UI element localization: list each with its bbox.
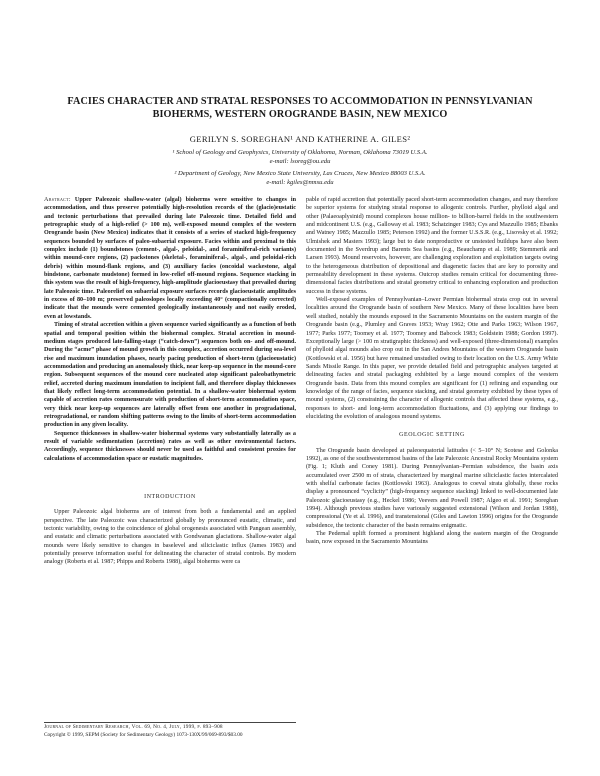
copyright-line: Copyright © 1999, SEPM (Society for Sedimentary Geology) 1073-130X/99/069-893/$03.00	[44, 732, 243, 738]
abstract-label: Abstract:	[44, 197, 71, 203]
geologic-setting-paragraph-2: The Pedernal uplift formed a prominent highland along the eastern margin of the Orogrande basin, now exposed in the Sacramento Mountains	[306, 531, 558, 546]
introduction-continued-text: pable of rapid accretion that potentially paced short-term accommodation changes, and may therefore be superior systems for studying stratal response to allogenic controls. Further, phylloid algal and other (Palaeoaplysinid) mound complexes house million- to billion-barrel fields in the southwestern and midcontinent U.S. (e.g., Galloway et al. 1983; Schatzinger 1983; Cys and Mazzullo 1985; Ebanks and Watney 1985; Mazzullo 1985; Peterson 1992) and the former U.S.S.R. (e.g., Lisovsky et al. 1992; Ulmishek and Masters 1993); large but to date nonproductive or unstested buildups have also been documented in the Sverdrup and Barents Sea basins (e.g., Beauchamp et al. 1989; Stemmerik and Larsen 1993). Mound reservoirs, however, are challenging exploration and exploitation targets owing to the heterogeneous distribution of depositional and diagenetic facies that are key to porosity and permeability development in these systems. Outcrop studies remain critical for documenting three-dimensional facies distributions and stratal geometry critical to enhancing exploration and production success in these systems.	[306, 197, 558, 295]
affiliation-1: ¹ School of Geology and Geophysics, University of Oklahoma, Norman, Oklahoma 73019 U.S.A.	[172, 149, 428, 156]
email-1: e-mail: lsoreg@ou.edu	[269, 158, 331, 165]
introduction-paragraph-1: Upper Paleozoic algal bioherms are of interest from both a fundamental and an applied perspective. The late Paleozoic was characterized globally by pronounced eustatic, climatic, and tectonic variability, owing to the coincidence of global orogenesis associated with Pangean assembly, and eustatic and climatic perturbations associated with Gondwanan glaciations. Shallow-water algal mounds were likely sensitive to changes in baselevel and siliciclastic influx (James 1983) and potentially preserve information useful for delineating the character of stratal controls. By modern analogy (Roberts et al. 1987; Phipps and Roberts 1988), algal bioherms were ca	[44, 509, 296, 566]
left-column	[44, 196, 296, 718]
journal-citation-text: Journal of Sedimentary Research, Vol. 69, No. 4, July, 1999, p. 893–908	[44, 724, 223, 730]
journal-citation	[44, 724, 296, 731]
paper-title: FACIES CHARACTER AND STRATAL RESPONSES TO ACCOMMODATION IN PENNSYLVANIAN BIOHERMS, WESTERN OROGRANDE BASIN, NEW MEXICO	[67, 96, 533, 120]
geologic-setting-paragraph-1: The Orogrande basin developed at paleoequatorial latitudes (< 5–10° N; Scotese and Golonka 1992), as one of the southwesternmost basins of the late Paleozoic Ancestral Rocky Mountains system (Fig. 1; Kluth and Coney 1981). During Pennsylvanian–Permian subsidence, the basin axis accumulated over 2500 m of strata, characterized by marginal marine siliciclastic facies intercalated with shelfal carbonate facies (Kottlowski 1963). Analogous to coeval strata globally, these rocks display a pronounced “cyclicity” (high-frequency sequence stacking) linked to well-documented late Paleozoic glacioeustasy (e.g., Heckel 1986; Veevers and Powell 1987; Algeo et al. 1991; Soreghan 1994). Although previous studies have variously suggested extensional (Wilson and Jordan 1988), compressional (Ye et al. 1996), and transtensional (Giles and Lawton 1996) origins for the Orogrande subsidence, the tectonic character of the basin remains enigmatic.	[306, 447, 558, 529]
abstract-paragraph-3: Sequence thicknesses in shallow-water biohermal systems vary substantially laterally as a result of variable sedimentation (accretion) rates as well as other environmental factors. Accordingly, sequence thicknesses should never be used as faithful and consistent proxies for calculations of accommodation space or eustatic magnitudes.	[44, 430, 296, 462]
geologic-setting-heading: GEOLOGIC SETTING	[399, 432, 465, 439]
email-2: e-mail: kgiles@nmsu.edu	[266, 179, 334, 186]
affiliation-2: ² Department of Geology, New Mexico State University, Las Cruces, New Mexico 88003 U.S.A.	[174, 170, 426, 177]
paper-authors: GERILYN S. SOREGHAN¹ AND KATHERINE A. GILES²	[189, 134, 411, 144]
right-column	[306, 196, 558, 746]
footer-divider	[44, 722, 296, 723]
abstract-paragraph-1	[44, 196, 296, 321]
abstract-paragraph-2: Timing of stratal accretion within a given sequence varied significantly as a function of both spatial and temporal position within the biohermal complex. Stratal accretion in mound-medium stages produced late-falling-stage (“catch-down”) sequences both on- and off-mound. During the “acme” phase of mound growth in this complex, accretion occurred during sea-level rise and maximum inundation phases, nearly pacing production of short-term (glacioeustatic) accommodation and producing an anomalously thick, near keep-up sequence in the mound-core region. Subsequent sequences of the mound core nucleated atop significant paleobathymetric relief, accreted during maximum inundation to incipient fall, and therefore display thicknesses that likely reflect long-term accommodation potential. In a shallow-water biohermal system capable of accretion rates commensurate with production of short-term accommodation space, very thick near keep-up sequences are laterally offset from one another in progradational, retrogradational, or random shifting patterns owing to the limits of short-term accommodation production in any given locality.	[44, 322, 296, 429]
abstract-text-1: Upper Paleozoic shallow-water (algal) bioherms were sensitive to changes in accommodation, and thus preserve potentially high-resolution records of the (glacio)eustatic and tectonic perturbations that prevailed during late Paleozoic time. Detailed field and petrographic study of a high-relief (> 100 m), well-exposed mound complex of the western Orogrande basin (New Mexico) indicates that it consists of a series of stacked high-frequency sequences bounded by surfaces of paleo-subaerial exposure. Facies within and proximal to this complex include (1) boundstones (cement-, algal-, peloidal-, and foraminiferal-rich variants) within mound-core regions, (2) packstones (skeletal-, foraminiferal-, algal-, and peloidal-rich debris) within mound-flank regions, and (3) auxiliary facies (oncoidal wackestone, algal bindstone, carbonate mudstone) formed in low-relief off-mound regions. Sequence stacking in this system was the result of high-frequency, high-amplitude glacioeustasy that prevailed during late Paleozoic time. Paleorelief on subaerial exposure surfaces records glacioeustatic amplitudes in excess of 80–100 m; preserved paleoslopes locally exceeding 40° (compactionally corrected) indicate that the mounds were cemented geologically instantaneously and not easily eroded, even at lowstands.	[44, 197, 296, 320]
introduction-heading: INTRODUCTION	[144, 494, 196, 500]
introduction-paragraph-2: Well-exposed examples of Pennsylvanian–Lower Permian biohermal strata crop out in several localities around the Orogrande basin of southern New Mexico. Many of these localities have been well studied, notably the mounds exposed in the Sacramento Mountains on the eastern margin of the Orogrande basin (e.g., Plumley and Graves 1953; Wray 1962; Otte and Parks 1963; Wilson 1967, 1977; Parks 1977; Toomey et al. 1977; Toomey and Babcock 1983; Goldstein 1988; Gordon 1997). Exceptionally large (> 100 m stratigraphic thickness) and well-exposed (three-dimensional) examples of phylloid algal mounds also crop out in the San Andres Mountains of the western Orogrande basin (Kottlowski et al. 1956) but have remained unstudied owing to their location on the U.S. Army White Sands Missile Range. In this paper, we provide detailed field and petrographic analyses targeted at delineating facies and stratal packaging exhibited by a large mound complex of the western Orogrande basin. Data from this mound complex are significant for (1) refining and expanding our knowledge of the range of facies, sequence stacking, and stratal geometry exhibited by these types of mound systems, (2) constraining the character of allogenic controls that affected these systems, e.g., responses to short- and long-term accommodation fluctuations, and (3) applying our findings to elucidating the evolution of analogous mound systems.	[306, 297, 558, 420]
introduction-paragraph-1-continued	[306, 196, 558, 296]
